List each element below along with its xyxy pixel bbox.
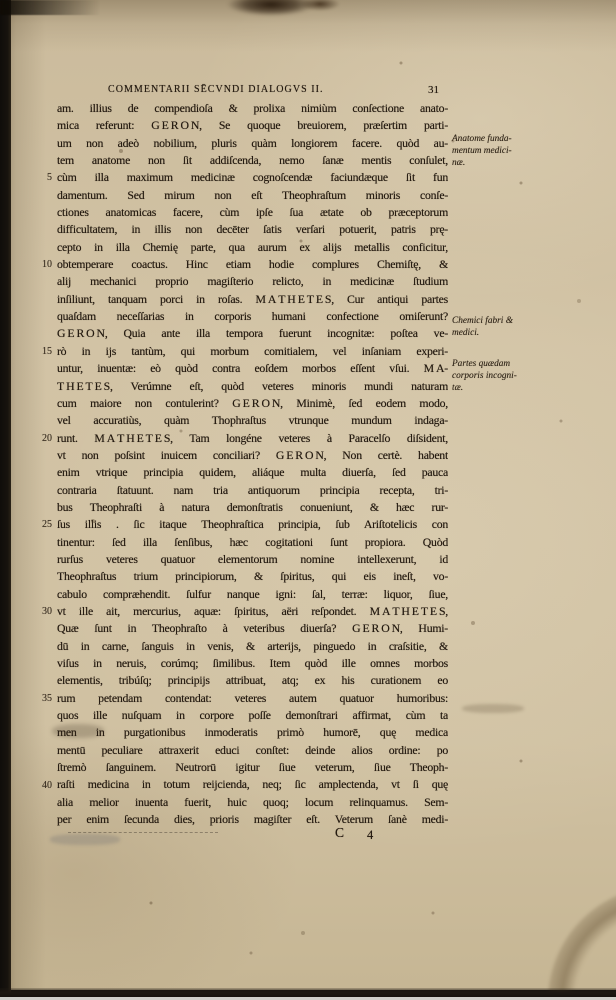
text-line: alia melior inuenta fuerit, huic quoq; locum relinquamus. Sem-: [57, 794, 448, 809]
text-line: difficultatem, in illis non decēter ſatis verſari potuerit, patris prę-: [57, 222, 448, 237]
line-number: 35: [42, 692, 52, 704]
line-number: 25: [42, 519, 52, 531]
text-line: T H E T E S, Verúmne eſt, quòd veteres minoris mundi naturam: [57, 378, 448, 393]
text-line: cepto in illa Chemię parte, qua aurum ex alijs metallis conficitur,: [57, 239, 448, 254]
text-line: am. illius de compendioſa & prolixa nimiùm conſectione anato-: [57, 101, 448, 115]
margin-note: [452, 359, 552, 394]
ink-smudge: [52, 724, 104, 738]
margin-note-line: Anatome funda-: [452, 134, 512, 144]
margin-note: [452, 134, 552, 169]
line-number: 30: [42, 606, 52, 618]
photo-edge-shadow: [0, 0, 100, 15]
text-line: mentū peculiare attraxerit educi conſtet: deinde alios ordine: po: [57, 742, 448, 757]
line-number: 5: [47, 172, 52, 184]
margin-note-line: næ.: [452, 157, 466, 168]
text-line: ſus illis . ſic itaque Theophraſtica principia, ſub Ariſtotelicis con: [57, 517, 448, 532]
text-line: quos ille nuſquam in corpore poſſe demonſtrari affirmat, cùm ta: [57, 708, 448, 723]
margin-note: [452, 316, 552, 340]
margin-note-line: Chemici fabri &: [452, 316, 513, 326]
text-line: G E R O N, Quia ante illa tempora fuerunt incognitæ: poſtea ve-: [57, 326, 448, 341]
text-line: Theophraſtus trium principiorum, & ſpiritus, qui eis ineſt, vo-: [57, 569, 448, 584]
text-line: contraria ſtatuunt. nam tria antiquorum principia recepta, tri-: [57, 482, 448, 497]
text-line: tem anatome non ſit addiſcenda, nemo ſanæ mentis conſulet,: [57, 153, 448, 168]
text-line: dū in carne, ſanguis in venis, & arterijs, pinguedo in craſsitie, &: [57, 638, 448, 653]
text-line: cùm illa maximum medicinæ cognoſcendæ faciundæque ſit fun: [57, 170, 448, 185]
pencil-underline: [68, 832, 218, 833]
text-line: vt non poſsint inuicem conciliari? G E R O N, Non certè. habent: [57, 447, 448, 462]
text-line: cum maiore non contulerint? G E R O N, Minimè, ſed eodem modo,: [57, 395, 448, 410]
text-line: raſti medicina in totum reijcienda, neq; ſic amplectenda, vt ſi quę: [57, 777, 448, 792]
margin-note-line: corporis incogni-: [452, 370, 517, 381]
line-number: 10: [42, 259, 52, 271]
text-line: rurſus veteres quatuor elementorum nomine intellexerunt, id: [57, 551, 448, 566]
text-line: damentum. Sed mirum non eſt Theophraſtum minoris conſe-: [57, 187, 448, 202]
text-line: ctiones anatomicas facere, cùm ipſe ſua ætate ob præceptorum: [57, 205, 448, 220]
text-line: um non adeò nobilium, pluris quàm longiorem facere. quòd au-: [57, 135, 448, 150]
text-line: obtemperare coactus. Hinc etiam hodie complures Chemiſtę, &: [57, 257, 448, 272]
text-line: runt. M A T H E T E S, Tam longéne veteres à Paracelſo diſsident,: [57, 430, 448, 445]
text-line: vt ille ait, mercurius, aquæ: ſpiritus, aëri reſpondet. M A T H E T E S,: [57, 603, 448, 618]
photo-edge-shadow: [0, 988, 616, 997]
text-line: Quæ ſunt in Theophraſto à veteribus diuerſa? G E R O N, Humi-: [57, 621, 448, 636]
margin-note-line: tæ.: [452, 382, 464, 393]
book-gutter-edge: [0, 0, 11, 1000]
text-line: ſtremò ſanguinem. Neutrorū igitur ſiue veterum, ſiue Theoph-: [57, 760, 448, 775]
text-line: elementis, tribúſq; principijs attribuat, atq; ex his curationem eo: [57, 673, 448, 688]
line-number: 20: [42, 432, 52, 444]
line-number: 15: [42, 345, 52, 357]
text-line: viſus in neruis, corúmq; ſimilibus. Item quòd ille omnes morbos: [57, 656, 448, 670]
faded-stamp: [50, 834, 120, 845]
text-line: enim vtrique principia quidem, aliáque multa diuerſa, ſed pauca: [57, 465, 448, 480]
main-text-block: [57, 100, 448, 828]
text-line: untur, inuentæ: eò quòd contra eoſdem morbos eſſent vſui. M A-: [57, 361, 448, 376]
text-line: per enim ſecunda dies, prioris magiſter eſt. Veterum ſanè medi-: [57, 812, 448, 827]
text-line: cabulo compræhendit. ſulfur nanque igni: ſal, terræ: liquor, ſiue,: [57, 586, 448, 601]
text-line: rum petendam contendat: veteres autem quatuor humoribus:: [57, 690, 448, 705]
text-line: quaſdam neceſſarias in corporis humani confectione omiſerunt?: [57, 309, 448, 324]
text-line: men in purgationibus inmoderatis primò humorē, quę medica: [57, 725, 448, 740]
text-line: inſiliunt, tanquam porci in roſas. M A T H E T E S, Cur antiqui partes: [57, 291, 448, 306]
page-number: 31: [428, 84, 439, 96]
text-line: rò in ijs tantùm, qui morbum comitialem, vel inſaniam experi-: [57, 343, 448, 358]
margin-note-line: Partes quædam: [452, 359, 511, 369]
signature-mark-numeral: 4: [367, 828, 374, 842]
signature-mark-letter: C: [335, 825, 345, 840]
text-line: alij mechanici proprio magiſterio relicto, in medicinæ ſtudium: [57, 274, 448, 289]
line-number: 40: [42, 779, 52, 791]
margin-note-line: medici.: [452, 327, 480, 338]
text-line: vel accuratiùs, quàm Thophraſtus vtrunque mundum indaga-: [57, 413, 448, 428]
text-line: mica referunt: G E R O N, Se quoque breuiorem, præſertim parti-: [57, 118, 448, 133]
text-line: tinentur: ſed illa ſenſibus, hæc cogitationi ſunt propiora. Quòd: [57, 534, 448, 549]
margin-smudge: [462, 704, 524, 713]
text-line: bus Theophraſti à natura demonſtratis conueniunt, & hæc rur-: [57, 499, 448, 514]
margin-note-line: mentum medici-: [452, 145, 512, 156]
running-header: COMMENTARII SĒCVNDI DIALOGVS II.: [108, 84, 324, 95]
